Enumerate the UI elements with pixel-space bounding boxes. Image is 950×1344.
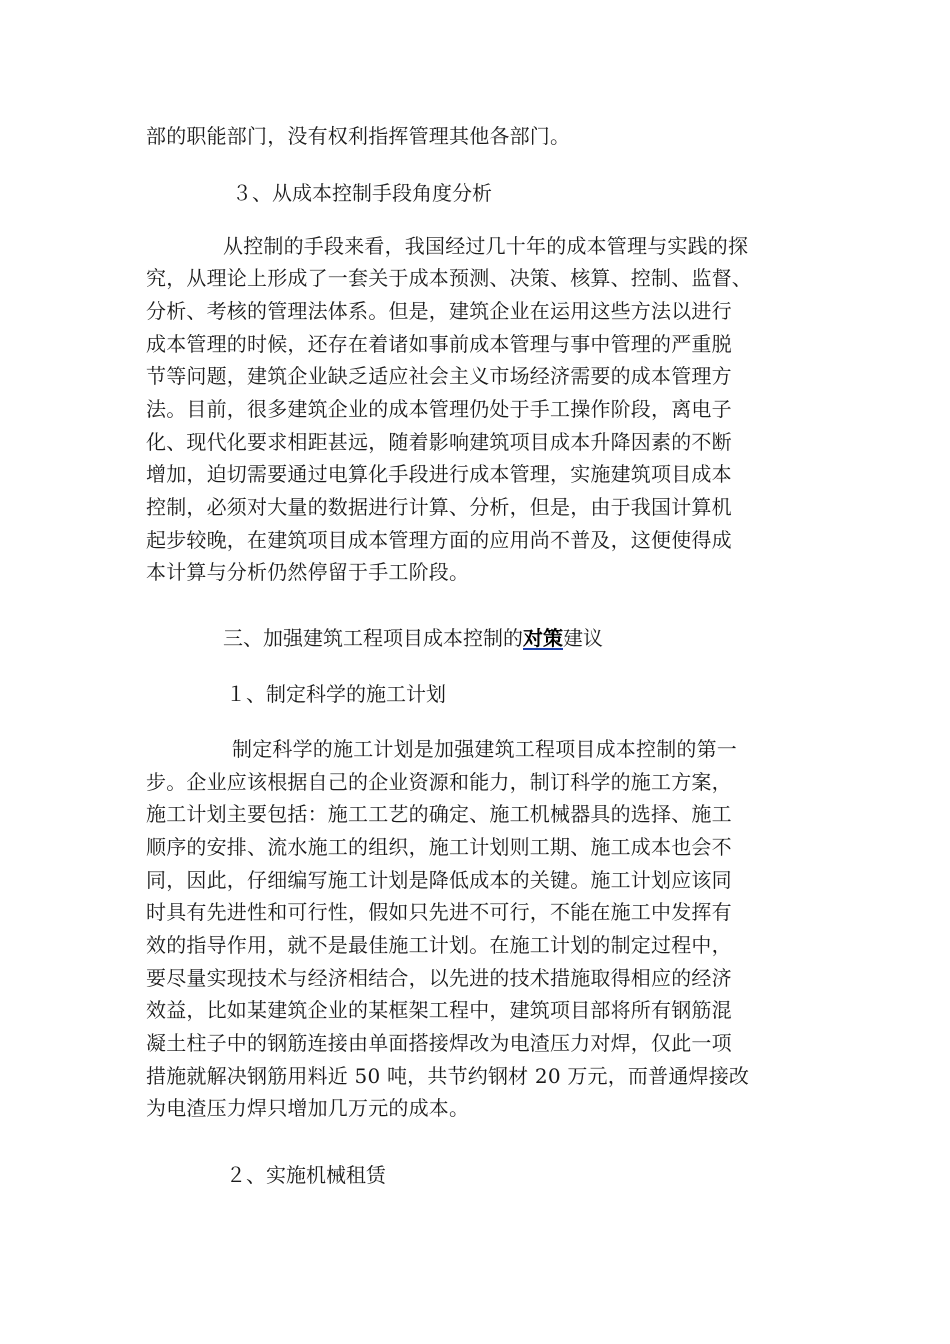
paragraph-line: 究，从理论上形成了一套关于成本预测、决策、核算、控制、监督、	[146, 266, 752, 290]
paragraph-line: 成本管理的时候，还存在着诸如事前成本管理与事中管理的严重脱	[146, 332, 732, 356]
subsection-heading: ２、实施机械租赁	[226, 1163, 386, 1187]
section-heading-text: 三、加强建筑工程项目成本控制的	[223, 626, 523, 650]
paragraph-line: 为电渣压力焊只增加几万元的成本。	[146, 1096, 470, 1120]
paragraph-line: 部的职能部门，没有权利指挥管理其他各部门。	[146, 124, 571, 148]
paragraph-line: 措施就解决钢筋用料近 50 吨，共节约钢材 20 万元，而普通焊接改	[146, 1064, 750, 1088]
paragraph-line: 施工计划主要包括：施工工艺的确定、施工机械器具的选择、施工	[146, 802, 732, 826]
paragraph-line: 制定科学的施工计划是加强建筑工程项目成本控制的第一	[232, 737, 737, 761]
paragraph-line: 节等问题，建筑企业缺乏适应社会主义市场经济需要的成本管理方	[146, 364, 732, 388]
paragraph-line: 控制，必须对大量的数据进行计算、分析，但是，由于我国计算机	[146, 495, 732, 519]
section-heading	[223, 624, 603, 652]
paragraph-line: 分析、考核的管理法体系。但是，建筑企业在运用这些方法以进行	[146, 299, 732, 323]
subsection-heading: ３、从成本控制手段角度分析	[232, 181, 492, 205]
countermeasure-link[interactable]: 对策	[523, 626, 563, 650]
paragraph-line: 顺序的安排、流水施工的组织，施工计划则工期、施工成本也会不	[146, 835, 732, 859]
paragraph-line: 要尽量实现技术与经济相结合，以先进的技术措施取得相应的经济	[146, 966, 732, 990]
paragraph-line: 步。企业应该根据自己的企业资源和能力，制订科学的施工方案，	[146, 770, 732, 794]
paragraph-line: 凝土柱子中的钢筋连接由单面搭接焊改为电渣压力对焊，仅此一项	[146, 1031, 732, 1055]
subsection-heading: １、制定科学的施工计划	[226, 682, 446, 706]
paragraph-line: 时具有先进性和可行性，假如只先进不可行，不能在施工中发挥有	[146, 900, 732, 924]
paragraph-line: 同，因此，仔细编写施工计划是降低成本的关键。施工计划应该同	[146, 868, 732, 892]
paragraph-line: 起步较晚，在建筑项目成本管理方面的应用尚不普及，这便使得成	[146, 528, 732, 552]
paragraph-line: 效的指导作用，就不是最佳施工计划。在施工计划的制定过程中，	[146, 933, 732, 957]
paragraph-line: 从控制的手段来看，我国经过几十年的成本管理与实践的探	[223, 234, 749, 258]
paragraph-line: 化、现代化要求相距甚远，随着影响建筑项目成本升降因素的不断	[146, 430, 732, 454]
paragraph-line: 本计算与分析仍然停留于手工阶段。	[146, 560, 470, 584]
paragraph-line: 法。目前，很多建筑企业的成本管理仍处于手工操作阶段，离电子	[146, 397, 732, 421]
paragraph-line: 效益，比如某建筑企业的某框架工程中，建筑项目部将所有钢筋混	[146, 998, 732, 1022]
paragraph-line: 增加，迫切需要通过电算化手段进行成本管理，实施建筑项目成本	[146, 462, 732, 486]
section-heading-text-end: 建议	[563, 626, 603, 650]
